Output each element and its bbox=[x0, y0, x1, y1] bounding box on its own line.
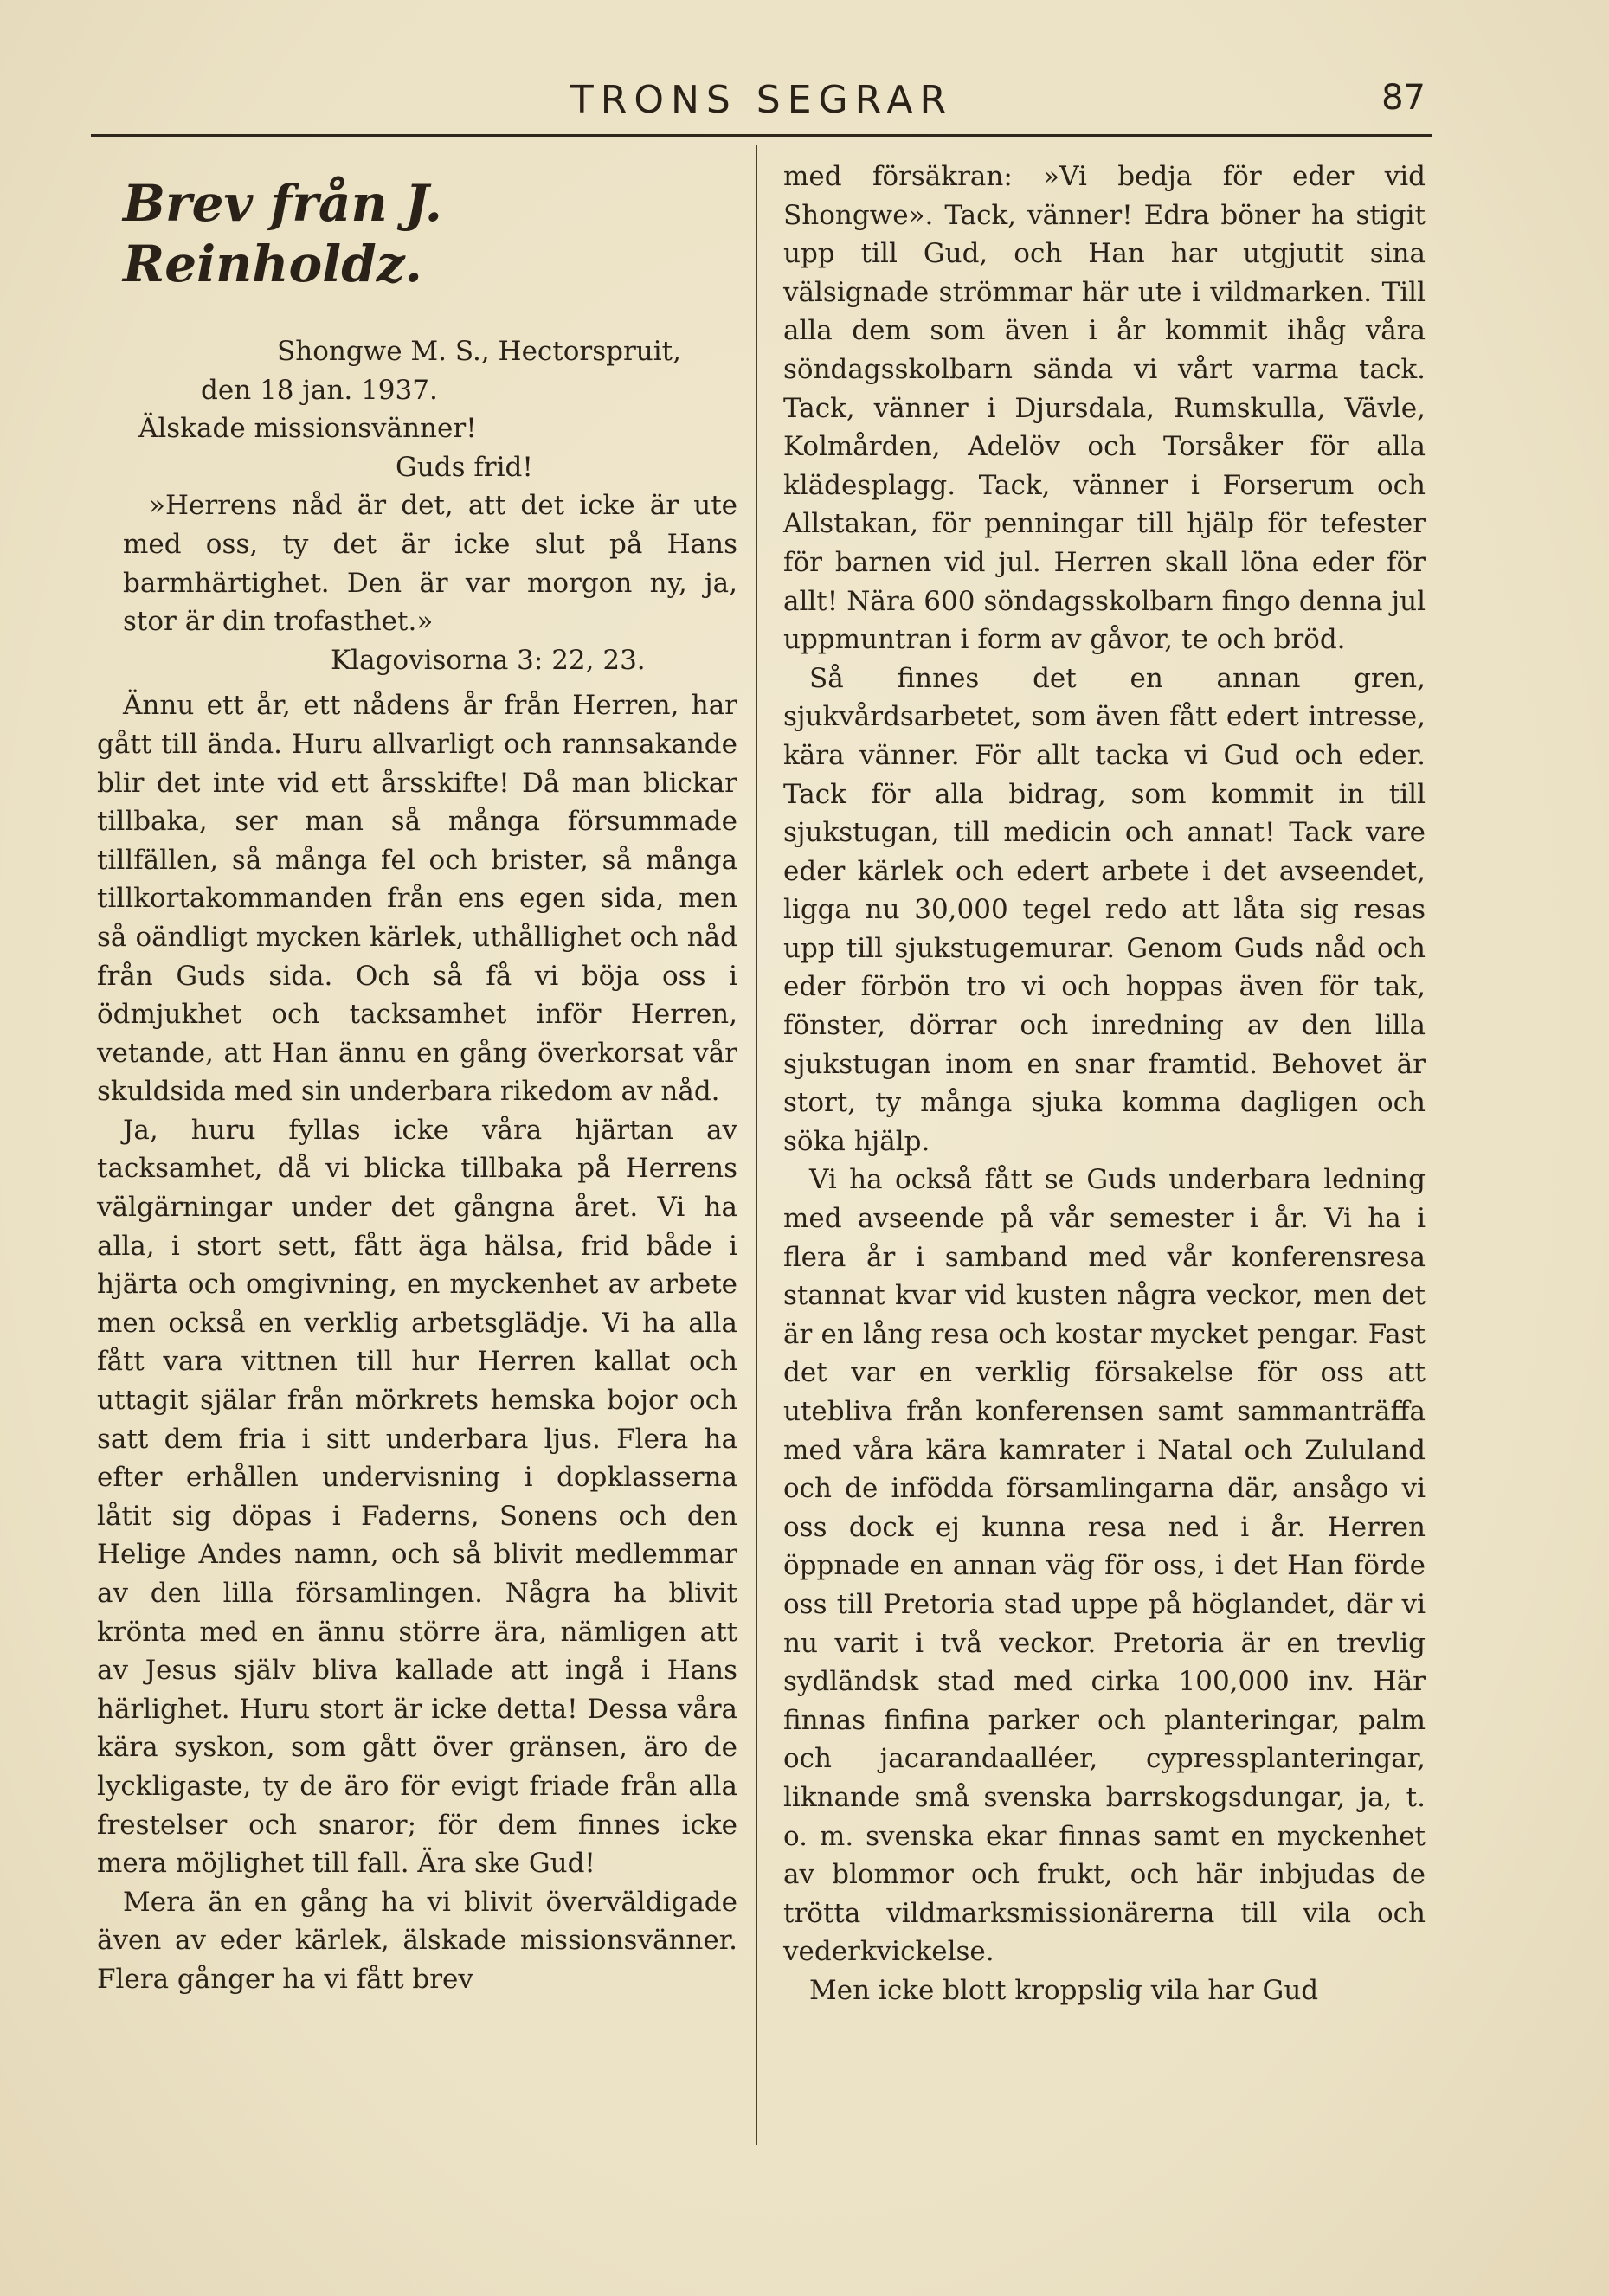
letter-place: Shongwe M. S., Hectorspruit, bbox=[277, 336, 681, 367]
body-paragraph: Vi ha också fått se Guds underbara ledning med avseende på vår semester i år. Vi ha i flera år i samband med vår konferensresa stannat kvar vid kusten några veckor, men det är en lång resa och kostar mycket pengar. Fast det var en verklig försakelse för oss att utebliva från konferensen samt sammanträffa med våra kära kamrater i Natal och Zululand och de infödda församlingarna där, ansågo vi oss dock ej kunna resa ned i år. Herren öppnade en annan väg för oss, i det Han förde oss till Pretoria stad uppe på höglandet, där vi nu varit i två veckor. Pretoria är en trevlig sydländsk stad med cirka 100,000 inv. Här finnas finfina parker och planteringar, palm och jacarandaalléer, cypressplanteringar, liknande små svenska barrskogsdungar, ja, t. o. m. svenska ekar finnas samt en myckenhet av blommor och frukt, och här inbjudas de trötta vildmarksmissionärerna till vila och vederkvickelse. bbox=[783, 1164, 1426, 1968]
body-paragraph: Så finnes det en annan gren, sjukvårdsarbetet, som även fått edert intresse, kära vänner. För allt tacka vi Gud och eder. Tack för alla bidrag, som kommit in till sjukstugan, till medicin och annat! Tack vare eder kärlek och edert arbete i det avseendet, ligga nu 30,000 tegel redo att låta sig resas upp till sjukstugemurar. Genom Guds nåd och eder förbön tro vi och hoppas även för tak, fönster, dörrar och inredning av den lilla sjukstugan inom en snar framtid. Behovet är stort, ty många sjuka komma dagligen och söka hjälp. bbox=[783, 662, 1426, 1157]
page-number: 87 bbox=[1381, 78, 1426, 118]
body-paragraph: Ännu ett år, ett nådens år från Herren, har gått till ända. Huru allvarligt och rannsakande blir det inte vid ett årsskifte! Då man blickar tillbaka, ser man så många försummade tillfällen, så många fel och brister, så många tillkortakommanden från ens egen sida, men så oändligt mycken kärlek, uthållighet och nåd från Guds sida. Och så få vi böja oss i ödmjukhet och tacksamhet inför Herren, vetande, att Han ännu en gång överkorsat vår skuldsida med sin underbara rikedom av nåd. bbox=[97, 690, 737, 1108]
scripture-quote: »Herrens nåd är det, att det icke är ute med oss, ty det är icke slut på Hans barmhärtighet. Den är var morgon ny, ja, stor är din trofasthet.» bbox=[123, 490, 737, 638]
letter-greeting: Guds frid! bbox=[396, 451, 533, 483]
body-paragraph: Ja, huru fyllas icke våra hjärtan av tacksamhet, då vi blicka tillbaka på Herrens välgärningar under det gångna året. Vi ha alla, i stort sett, fått äga hälsa, frid både i hjärta och omgivning, en myckenhet av arbete men också en verklig arbetsglädje. Vi ha alla fått vara vittnen till hur Herren kallat och uttagit själar från mörkrets hemska bojor och satt dem fria i sitt underbara ljus. Flera ha efter erhållen undervisning i dopklasserna låtit sig döpas i Faderns, Sonens och den Helige Andes namn, och så blivit medlemmar av den lilla församlingen. Några ha blivit krönta med en ännu större ära, nämligen att av Jesus själv bliva kallade att ingå i Hans härlighet. Huru stort är icke detta! Dessa våra kära syskon, som gått över gränsen, äro de lyckligaste, ty de äro för evigt friade från alla frestelser och snaror; för dem finnes icke mera möjlighet till fall. Ära ske Gud! bbox=[97, 1114, 737, 1880]
letter-salutation: Älskade missionsvänner! bbox=[138, 413, 477, 445]
right-column bbox=[783, 158, 1426, 2010]
letter-date: den 18 jan. 1937. bbox=[201, 374, 438, 406]
header-rule bbox=[91, 134, 1432, 137]
left-column bbox=[97, 158, 737, 1999]
article-title: Brev från J. Reinholdz. bbox=[123, 174, 442, 293]
body-paragraph: Mera än en gång ha vi blivit överväldigade även av eder kärlek, älskade missionsvänner. Flera gånger ha vi fått brev bbox=[97, 1886, 737, 1995]
page-header bbox=[91, 69, 1432, 138]
column-divider bbox=[756, 145, 757, 2145]
body-paragraph: Men icke blott kroppslig vila har Gud bbox=[809, 1974, 1319, 2006]
running-title: TRONS SEGRAR bbox=[570, 78, 954, 122]
scripture-reference: Klagovisorna 3: 22, 23. bbox=[331, 644, 646, 676]
body-paragraph: med försäkran: »Vi bedja för eder vid Shongwe». Tack, vänner! Edra böner ha stigit upp till Gud, och Han har utgjutit sina välsignade strömmar här ute i vildmarken. Till alla dem som även i år kommit ihåg våra söndagsskolbarn sända vi vårt varma tack. Tack, vänner i Djursdala, Rumskulla, Vävle, Kolmården, Adelöv och Torsåker för alla klädesplagg. Tack, vänner i Forserum och Allstakan, för penningar till hjälp för tefester för barnen vid jul. Herren skall löna eder för allt! Nära 600 söndagsskolbarn fingo denna jul uppmuntran i form av gåvor, te och bröd. bbox=[783, 161, 1426, 656]
